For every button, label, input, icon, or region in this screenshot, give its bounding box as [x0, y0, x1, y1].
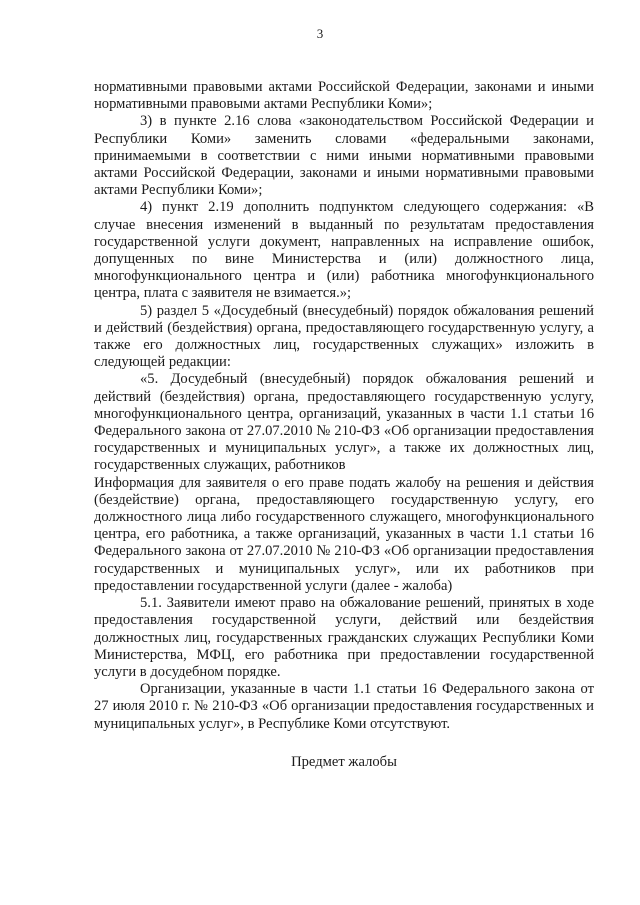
paragraph: 3) в пункте 2.16 слова «законодательством Российской Федерации и Республики Коми» заменить словами «федеральными законами, принимаемыми в соответствии с ними иными нормативными правовыми актами Российской Федерации, законами и иными нормативными правовыми актами Республики Коми»;	[94, 113, 594, 199]
paragraph: 5) раздел 5 «Досудебный (внесудебный) порядок обжалования решений и действий (бездействия) органа, предоставляющего государственную услугу, а также его должностных лиц, государственных служащих» изложить в следующей редакции:	[94, 302, 594, 371]
paragraph: Организации, указанные в части 1.1 статьи 16 Федерального закона от 27 июля 2010 г. № 210-ФЗ «Об организации предоставления государственных и муниципальных услуг», в Республике Коми отсутствуют.	[94, 681, 594, 732]
paragraph: 4) пункт 2.19 дополнить подпунктом следующего содержания: «В случае внесения изменений в выданный по результатам предоставления государственной услуги документ, направленных на исправление ошибок, допущенных по вине Министерства и (или) должностного лица, многофункционального центра и (или) работника многофункционального центра, плата с заявителя не взимается.»;	[94, 199, 594, 302]
paragraph: нормативными правовыми актами Российской Федерации, законами и иными нормативными правовыми актами Республики Коми»;	[94, 79, 594, 113]
paragraph: «5. Досудебный (внесудебный) порядок обжалования решений и действий (бездействия) органа, предоставляющего государственную услугу, многофункционального центра, организаций, указанных в части 1.1 статьи 16 Федерального закона от 27.07.2010 № 210-ФЗ «Об организации предоставления государственных и муниципальных услуг», а также их должностных лиц, государственных служащих, работников	[94, 371, 594, 474]
document-body	[94, 79, 594, 771]
paragraph: 5.1. Заявители имеют право на обжалование решений, принятых в ходе предоставления государственной услуги, действий или бездействия должностных лиц, государственных гражданских служащих Республики Коми Министерства, МФЦ, его работника при предоставлении государственной услуги в досудебном порядке.	[94, 595, 594, 680]
page-number: 3	[316, 26, 324, 41]
paragraph: Информация для заявителя о его праве подать жалобу на решения и действия (бездействие) органа, предоставляющего государственную услугу, его должностного лица либо государственного служащего, многофункционального центра, его работника, а также организаций, указанных в части 1.1 статьи 16 Федерального закона от 27.07.2010 № 210-ФЗ «Об организации предоставления государственных и муниципальных услуг», или их работников при предоставлении государственной услуги (далее - жалоба)	[94, 474, 594, 594]
section-heading: Предмет жалобы	[291, 753, 397, 770]
